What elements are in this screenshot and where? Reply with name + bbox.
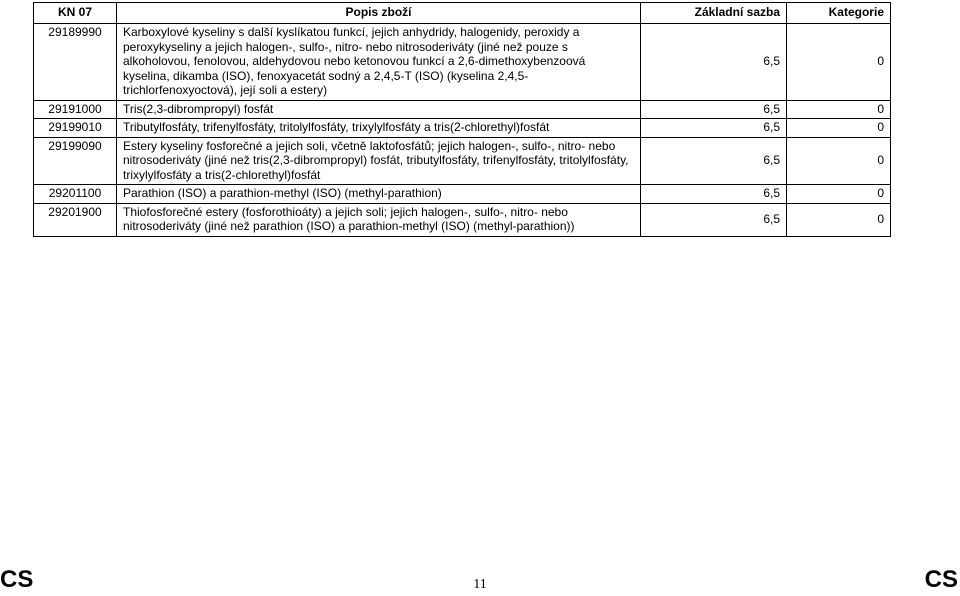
row-code: 29199010 [34, 119, 117, 138]
row-description: Tributylfosfáty, trifenylfosfáty, tritolylfosfáty, trixylylfosfáty a tris(2-chlorethyl)fosfát [117, 119, 641, 138]
table-header-row [34, 3, 891, 24]
row-category: 0 [787, 100, 891, 119]
tariff-table [33, 2, 891, 237]
row-rate: 6,5 [641, 203, 787, 236]
row-description: Parathion (ISO) a parathion-methyl (ISO) (methyl-parathion) [117, 185, 641, 204]
row-description: Estery kyseliny fosforečné a jejich soli, včetně laktofosfátů; jejich halogen-, sulfo-, nitro- nebo nitrosoderiváty (jiné než tris(2,3-dibrompropyl) fosfát, tributylfosfáty, trifenylfosfáty, tritolylfosfáty, trixylylfosfáty a tris(2-chlorethyl)fosfát [117, 137, 641, 185]
table-row [34, 100, 891, 119]
row-code: 29191000 [34, 100, 117, 119]
row-rate: 6,5 [641, 119, 787, 138]
row-code: 29201100 [34, 185, 117, 204]
page-number: 11 [473, 577, 487, 592]
row-category: 0 [787, 185, 891, 204]
row-code: 29201900 [34, 203, 117, 236]
row-category: 0 [787, 24, 891, 101]
language-code-left: CS [0, 566, 34, 593]
header-category: Kategorie [787, 3, 891, 24]
row-category: 0 [787, 119, 891, 138]
table-row [34, 137, 891, 185]
row-rate: 6,5 [641, 100, 787, 119]
row-rate: 6,5 [641, 185, 787, 204]
row-description: Thiofosforečné estery (fosforothioáty) a jejich soli; jejich halogen-, sulfo-, nitro- nebo nitrosoderiváty (jiné než parathion (ISO) a parathion-methyl (ISO) (methyl-parathion)) [117, 203, 641, 236]
row-category: 0 [787, 137, 891, 185]
header-description: Popis zboží [117, 3, 641, 24]
row-description: Karboxylové kyseliny s další kyslíkatou funkcí, jejich anhydridy, halogenidy, peroxidy a peroxykyseliny a jejich halogen-, sulfo-, nitro- nebo nitrosoderiváty (jiné než pouze s alkoholovou, fenolovou, aldehydovou nebo ketonovou funkcí a 2,6-dimethoxybenzoová kyselina, dikamba (ISO), fenoxyacetát sodný a 2,4,5-T (ISO) (kyselina 2,4,5-trichlorfenoxyoctová), její soli a estery) [117, 24, 641, 101]
row-rate: 6,5 [641, 137, 787, 185]
header-base-rate: Základní sazba [641, 3, 787, 24]
row-code: 29189990 [34, 24, 117, 101]
table-row [34, 24, 891, 101]
row-category: 0 [787, 203, 891, 236]
table-row [34, 203, 891, 236]
language-code-right: CS [924, 566, 958, 593]
row-code: 29199090 [34, 137, 117, 185]
row-rate: 6,5 [641, 24, 787, 101]
table-row [34, 185, 891, 204]
row-description: Tris(2,3-dibrompropyl) fosfát [117, 100, 641, 119]
header-kn: KN 07 [34, 3, 117, 24]
table-row [34, 119, 891, 138]
